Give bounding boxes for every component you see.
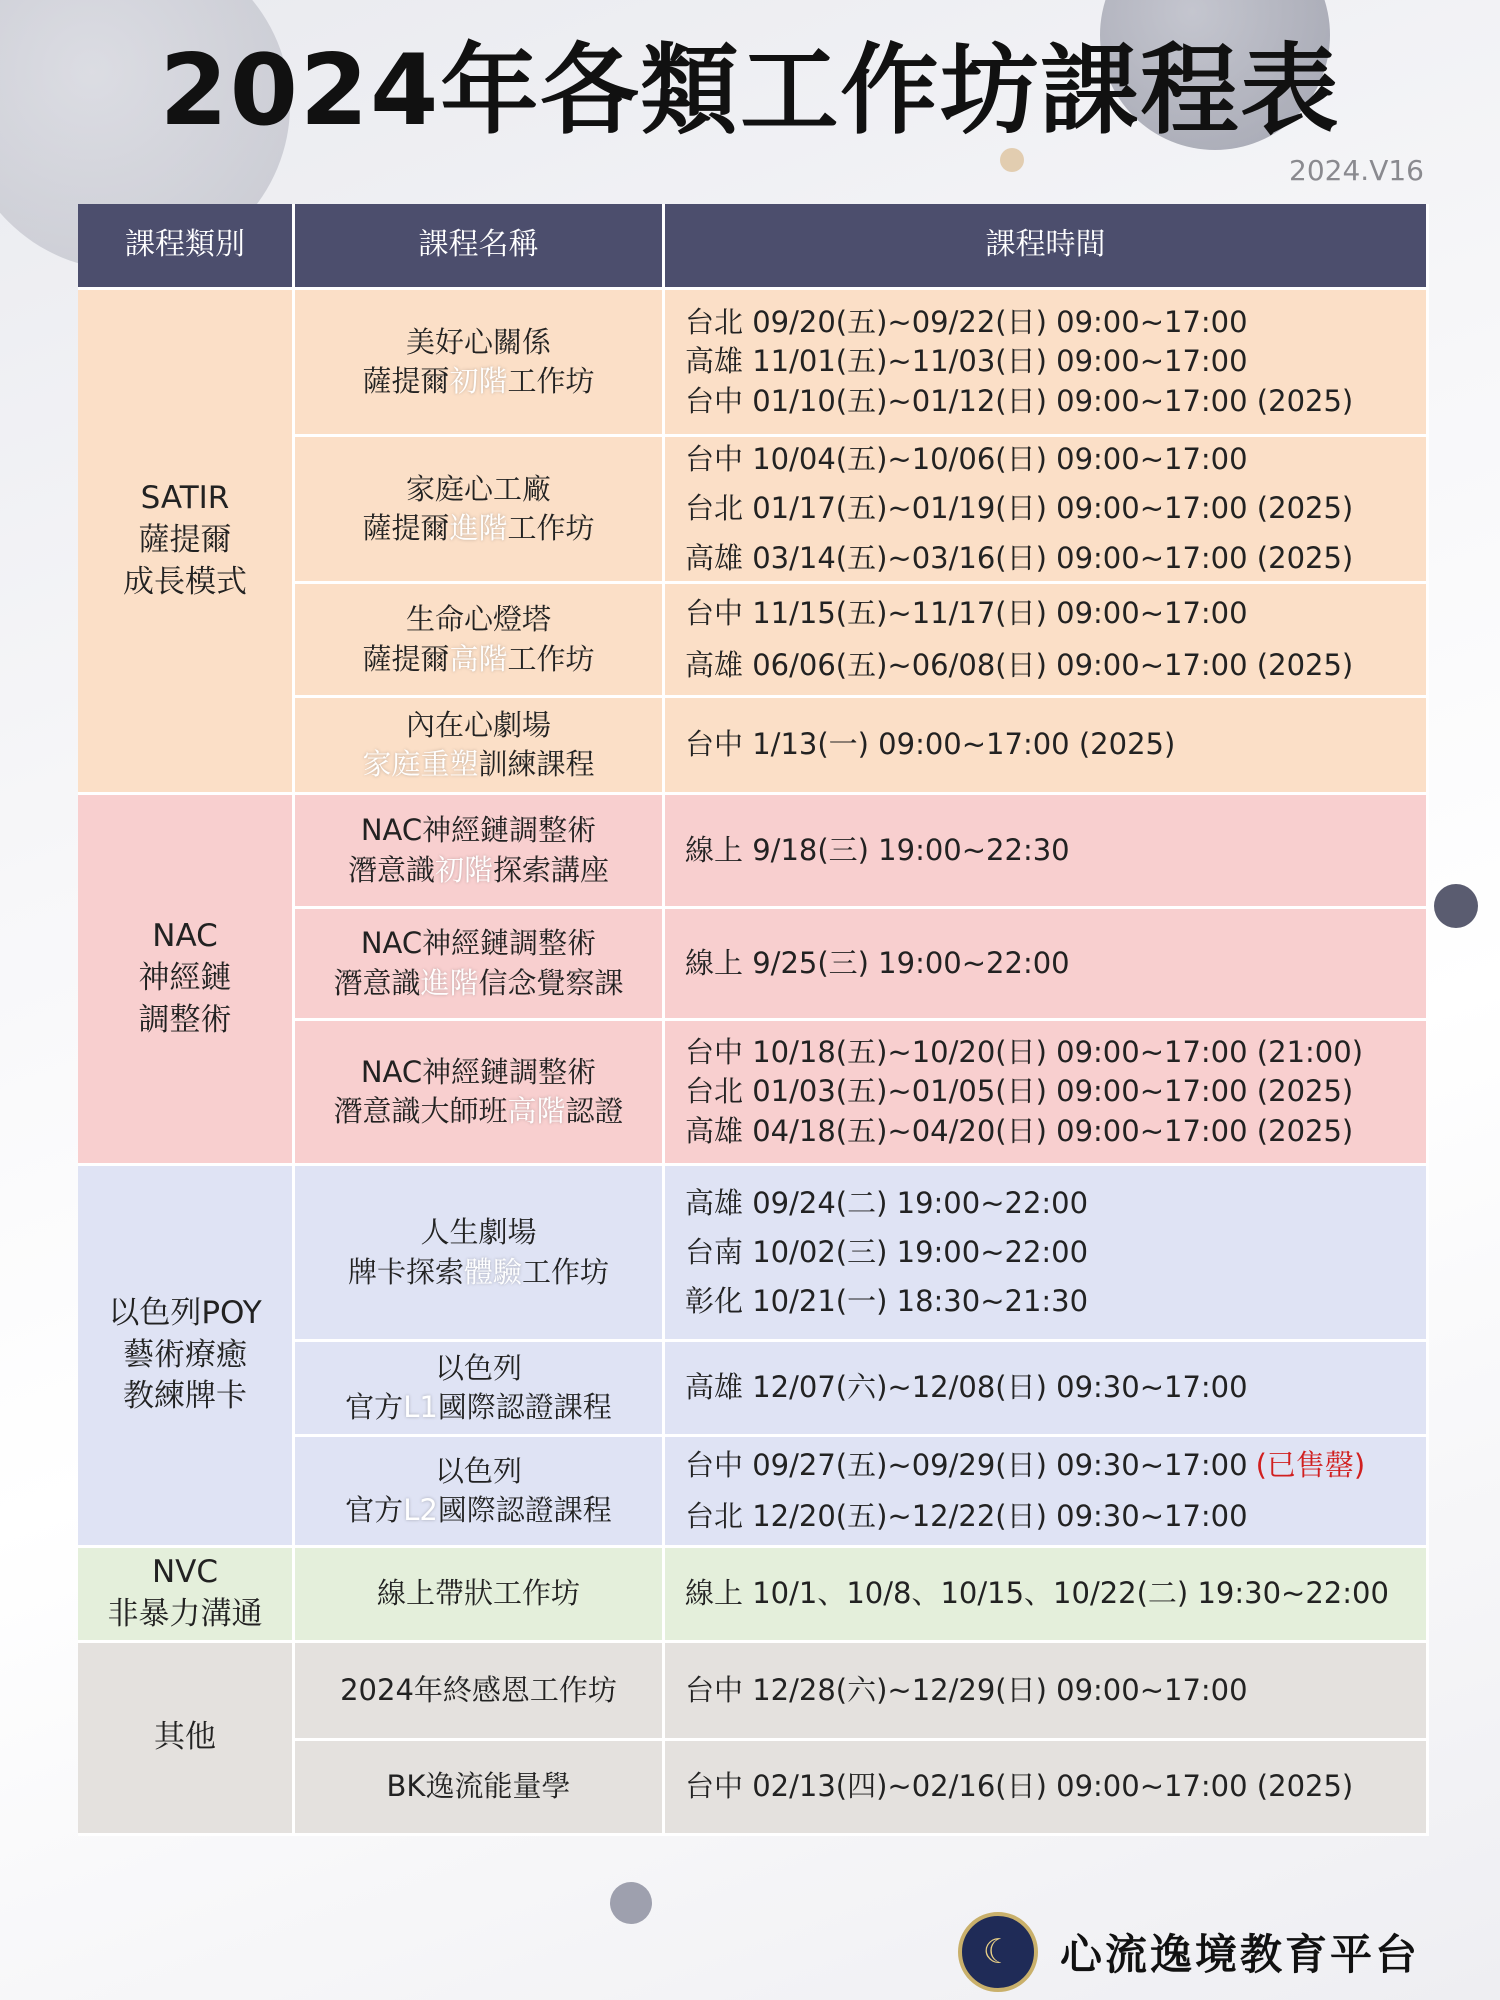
sold-out-badge: (已售罄) bbox=[1255, 1447, 1366, 1482]
course-time-line bbox=[685, 1282, 1088, 1321]
category-line: 薩提爾 bbox=[138, 522, 232, 559]
course-name-line2 bbox=[345, 1388, 612, 1427]
category-line: 調整術 bbox=[138, 1001, 232, 1038]
course-name-line1: NAC神經鏈調整術 bbox=[360, 1054, 597, 1089]
course-time-line bbox=[685, 831, 1070, 870]
course-name-prefix: 薩提爾 bbox=[362, 511, 450, 545]
header-course-name: 課程名稱 bbox=[295, 204, 665, 290]
course-time-cell bbox=[665, 437, 1429, 584]
course-name-cell bbox=[295, 1166, 665, 1342]
course-name-line1: 家庭心工廠 bbox=[405, 471, 551, 506]
course-name-prefix: 薩提爾 bbox=[362, 641, 450, 676]
category-nvc bbox=[78, 1548, 295, 1643]
course-name-suffix: 工作坊 bbox=[507, 364, 595, 398]
course-level-highlight: 初階 bbox=[449, 364, 508, 398]
page-title: 2024年各類工作坊課程表 bbox=[159, 34, 1341, 148]
course-time-line bbox=[685, 1446, 1365, 1485]
brand-name: 心流逸境教育平台 bbox=[1059, 1930, 1420, 1979]
course-name-cell bbox=[295, 1548, 665, 1643]
category-nac bbox=[78, 795, 295, 1166]
course-time-line bbox=[685, 1112, 1353, 1151]
course-time-text: 線上 9/18(三) 19:00~22:30 bbox=[685, 832, 1070, 867]
course-time-text: 台北 01/17(五)~01/19(日) 09:00~17:00 (2025) bbox=[685, 491, 1354, 526]
course-level-highlight: 體驗 bbox=[463, 1254, 522, 1289]
course-time-cell bbox=[665, 1741, 1429, 1836]
course-name-line1: 美好心關係 bbox=[405, 324, 551, 359]
course-time-line bbox=[685, 489, 1353, 528]
course-time-text: 線上 9/25(三) 19:00~22:00 bbox=[685, 945, 1070, 980]
course-name-line1: NAC神經鏈調整術 bbox=[360, 813, 597, 848]
course-time-text: 高雄 03/14(五)~03/16(日) 09:00~17:00 (2025) bbox=[685, 540, 1354, 575]
course-name-line2 bbox=[345, 1491, 612, 1530]
course-name-line1: 人生劇場 bbox=[420, 1215, 537, 1250]
version-label: 2024.V16 bbox=[1289, 154, 1424, 187]
category-satir bbox=[78, 290, 295, 795]
course-time-line bbox=[685, 1767, 1353, 1806]
course-time-cell bbox=[665, 909, 1429, 1021]
course-level-highlight: L2 bbox=[403, 1493, 438, 1527]
course-name-line2 bbox=[362, 745, 594, 784]
course-time-line bbox=[685, 1671, 1248, 1710]
course-time-line bbox=[685, 725, 1175, 764]
course-name-prefix: 官方 bbox=[345, 1493, 404, 1527]
course-name-cell bbox=[295, 584, 665, 698]
course-name-cell bbox=[295, 1021, 665, 1166]
course-name-cell bbox=[295, 290, 665, 437]
course-time-text: 高雄 04/18(五)~04/20(日) 09:00~17:00 (2025) bbox=[685, 1113, 1354, 1148]
category-line: 成長模式 bbox=[123, 563, 247, 600]
course-name-line2 bbox=[362, 362, 594, 401]
category-other bbox=[78, 1643, 295, 1836]
course-name-line1: BK逸流能量學 bbox=[386, 1769, 571, 1804]
course-name-line1: 以色列 bbox=[434, 1453, 522, 1488]
category-line: 非暴力溝通 bbox=[107, 1596, 263, 1632]
course-time-line bbox=[685, 382, 1353, 421]
course-time-line bbox=[685, 944, 1070, 983]
course-name-line2 bbox=[348, 1253, 609, 1292]
course-time-cell bbox=[665, 698, 1429, 795]
course-name-prefix: 潛意識 bbox=[333, 965, 421, 1000]
course-time-text: 台中 10/18(五)~10/20(日) 09:00~17:00 (21:00) bbox=[685, 1035, 1364, 1070]
category-line: 以色列POY bbox=[108, 1294, 262, 1331]
course-name-suffix: 國際認證課程 bbox=[437, 1493, 612, 1527]
course-name-suffix: 認證 bbox=[565, 1094, 624, 1128]
course-level-highlight: 初階 bbox=[434, 852, 493, 887]
course-name-cell bbox=[295, 437, 665, 584]
course-name-line2 bbox=[362, 509, 594, 548]
course-name-suffix: 工作坊 bbox=[507, 641, 595, 676]
course-level-highlight: 進階 bbox=[449, 511, 508, 545]
course-name-line1: 線上帶狀工作坊 bbox=[376, 1576, 580, 1611]
course-time-text: 台南 10/02(三) 19:00~22:00 bbox=[685, 1234, 1089, 1269]
course-name-line1: 內在心劇場 bbox=[405, 707, 551, 742]
course-time-cell bbox=[665, 1342, 1429, 1437]
course-name-suffix: 工作坊 bbox=[522, 1254, 610, 1289]
course-name-suffix: 訓練課程 bbox=[478, 747, 595, 781]
course-time-line bbox=[685, 1033, 1363, 1072]
course-name-cell bbox=[295, 1741, 665, 1836]
moon-ship-logo-icon: ☾ bbox=[958, 1912, 1038, 1992]
course-level-highlight: 家庭重塑 bbox=[362, 747, 479, 781]
course-time-text: 台中 1/13(一) 09:00~17:00 (2025) bbox=[685, 727, 1176, 762]
course-time-cell bbox=[665, 1548, 1429, 1643]
course-name-line1: NAC神經鏈調整術 bbox=[360, 926, 597, 961]
course-time-line bbox=[685, 539, 1353, 578]
course-table bbox=[78, 204, 1429, 1855]
course-name-line2 bbox=[333, 1092, 623, 1131]
course-time-line bbox=[685, 1233, 1088, 1272]
category-line: NAC bbox=[152, 918, 218, 955]
course-time-line bbox=[685, 1574, 1389, 1613]
course-time-text: 台北 12/20(五)~12/22(日) 09:30~17:00 bbox=[685, 1499, 1248, 1533]
course-time-line bbox=[685, 1497, 1248, 1536]
course-time-text: 台中 09/27(五)~09/29(日) 09:30~17:00 bbox=[685, 1447, 1248, 1482]
course-time-line bbox=[685, 594, 1248, 633]
course-time-cell bbox=[665, 584, 1429, 698]
course-time-text: 高雄 06/06(五)~06/08(日) 09:00~17:00 (2025) bbox=[685, 647, 1354, 682]
footer-brand bbox=[958, 1912, 1420, 1992]
course-level-highlight: 高階 bbox=[449, 641, 508, 676]
course-time-cell bbox=[665, 795, 1429, 909]
course-time-cell bbox=[665, 1166, 1429, 1342]
course-time-line bbox=[685, 1368, 1248, 1407]
course-time-line bbox=[685, 646, 1353, 685]
course-name-prefix: 牌卡探索 bbox=[347, 1254, 464, 1289]
category-poy bbox=[78, 1166, 295, 1548]
decor-dot-right bbox=[1434, 884, 1478, 928]
course-level-highlight: 進階 bbox=[420, 965, 479, 1000]
course-name-line2 bbox=[333, 964, 623, 1003]
course-name-prefix: 官方 bbox=[345, 1390, 404, 1424]
course-time-cell bbox=[665, 1021, 1429, 1166]
decor-dot-bottom bbox=[610, 1882, 652, 1924]
course-name-line1: 以色列 bbox=[434, 1350, 522, 1385]
course-time-cell bbox=[665, 1437, 1429, 1548]
course-time-cell bbox=[665, 290, 1429, 437]
course-time-text: 台中 01/10(五)~01/12(日) 09:00~17:00 (2025) bbox=[685, 383, 1354, 418]
course-time-line bbox=[685, 342, 1248, 381]
course-name-prefix: 潛意識 bbox=[347, 852, 435, 887]
course-name-line2 bbox=[362, 640, 594, 679]
course-time-text: 線上 10/1、10/8、10/15、10/22(二) 19:30~22:00 bbox=[685, 1576, 1389, 1611]
category-line: 教練牌卡 bbox=[123, 1378, 247, 1415]
course-time-line bbox=[685, 303, 1248, 342]
course-time-line bbox=[685, 440, 1248, 479]
course-time-text: 台中 12/28(六)~12/29(日) 09:00~17:00 bbox=[685, 1672, 1248, 1707]
course-time-line bbox=[685, 1184, 1088, 1223]
course-time-text: 高雄 12/07(六)~12/08(日) 09:30~17:00 bbox=[685, 1370, 1248, 1405]
course-name-suffix: 探索講座 bbox=[493, 852, 610, 887]
category-line: 藝術療癒 bbox=[123, 1336, 247, 1373]
course-time-text: 台中 11/15(五)~11/17(日) 09:00~17:00 bbox=[685, 596, 1248, 631]
course-name-cell bbox=[295, 795, 665, 909]
course-name-cell bbox=[295, 1643, 665, 1741]
category-line: SATIR bbox=[140, 480, 230, 517]
course-name-line2 bbox=[348, 851, 609, 890]
course-name-suffix: 信念覺察課 bbox=[478, 965, 624, 1000]
course-time-text: 台北 01/03(五)~01/05(日) 09:00~17:00 (2025) bbox=[685, 1074, 1354, 1109]
course-time-text: 高雄 11/01(五)~11/03(日) 09:00~17:00 bbox=[685, 344, 1248, 379]
course-time-text: 高雄 09/24(二) 19:00~22:00 bbox=[685, 1185, 1089, 1220]
decor-dot-small bbox=[1000, 148, 1024, 172]
course-name-suffix: 國際認證課程 bbox=[437, 1390, 612, 1424]
course-name-prefix: 薩提爾 bbox=[362, 364, 450, 398]
category-line: 其他 bbox=[154, 1719, 216, 1756]
course-name-suffix: 工作坊 bbox=[507, 511, 595, 545]
course-name-cell bbox=[295, 1437, 665, 1548]
course-time-text: 台中 02/13(四)~02/16(日) 09:00~17:00 (2025) bbox=[685, 1769, 1354, 1804]
course-name-cell bbox=[295, 698, 665, 795]
header-course-time: 課程時間 bbox=[665, 204, 1429, 290]
course-time-text: 台中 10/04(五)~10/06(日) 09:00~17:00 bbox=[685, 442, 1248, 477]
course-level-highlight: L1 bbox=[403, 1390, 438, 1424]
course-time-text: 彰化 10/21(一) 18:30~21:30 bbox=[685, 1284, 1089, 1319]
course-name-line1: 生命心燈塔 bbox=[405, 602, 551, 637]
course-name-prefix: 潛意識大師班 bbox=[333, 1094, 508, 1128]
course-time-text: 台北 09/20(五)~09/22(日) 09:00~17:00 bbox=[685, 305, 1248, 340]
course-name-line1: 2024年終感恩工作坊 bbox=[340, 1672, 617, 1707]
category-line: 神經鏈 bbox=[138, 960, 232, 997]
course-name-cell bbox=[295, 1342, 665, 1437]
header-category: 課程類別 bbox=[78, 204, 295, 290]
course-name-cell bbox=[295, 909, 665, 1021]
category-line: NVC bbox=[151, 1554, 219, 1591]
course-time-line bbox=[685, 1072, 1353, 1111]
course-time-cell bbox=[665, 1643, 1429, 1741]
course-level-highlight: 高階 bbox=[507, 1094, 566, 1128]
